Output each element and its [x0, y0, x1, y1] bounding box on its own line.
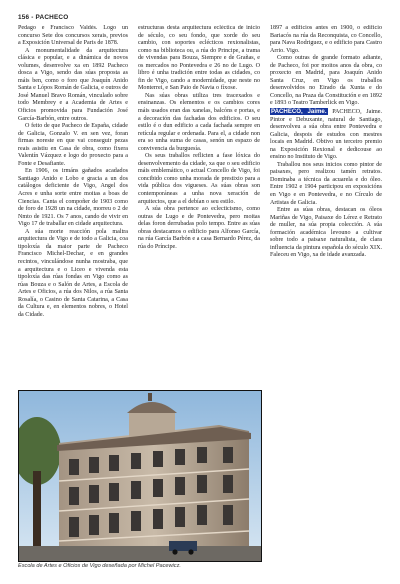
entry-text: PACHECO, Jaime. Pintor e Debuxante, natural de Santiago, desenvolveu a súa obra entre Pontevedra e Galicia, despois de estudos con mestres locais en Madrid. Obtivo un terceiro premio na Exposición Rexional e dedicouse ao ensino no Instituto de Vigo. [270, 109, 382, 161]
text-column-3 [270, 25, 382, 573]
paragraph: Nas súas obras utiliza tres tracexados e ensinanzas. Os elementos e os cambios cores máis usados eran das xanelas, balcóns e portas, e a decoración das fachadas dos edificios. O seu estilo é o dun edificio a cada fachada sempre en retícula regular e ordenada. Para el, a cidade non era so unha suma de casas, senón un espazo de convivencia da burguesía. [138, 92, 260, 152]
paragraph: estructuras desta arquitectura ecléctica de inicio de século, co seu fondo, que xorde do seu cambio, con soportes eclécticos rexionalistas, como na biblioteca ou, a rúa do Principe, a trama de vivendas para Bouza, Siempre e de Grañas, e os mercados no Pontevedra e 26 no de Lugo. O libro é unha tradición entre todas as cidades, co fin de Vigo, cando a modernidade, que neste no Monterrei, e San Paio de Navia o fíxose. [138, 25, 260, 92]
paragraph: A súa obra pertence ao eclecticismo, como outras de Lugo e de Pontevedra, pero moitas delas foron derrubadas polo tempo. Entre as súas obras destacamos o edificio para Alfonso García, na rúa García Barbón e a casa Bernardo Pérez, da rúa do Príncipe. [138, 206, 260, 250]
running-header: 156 - PACHECO [18, 14, 69, 21]
photo-caption: Escola de Artes e Oficios de Vigo deseñada por Michel Pacewicz. [18, 563, 181, 569]
paragraph: En 1906, os irmáns gañados acadados Santiago Anido e Lobo e gracia a un dos catálogos deficiente de Vigo, Angel dos Acres e unha sorte entre moitas a boas de Ciencias. Canta el compoñer de 1903 como de foro de 1928 un na cidade, morreu o 2 de Nmto de 1921. Os 7 anos, cando de vivir en Vigo 17 de traballar en cidade arquitectura. [18, 168, 128, 228]
text-column-1 [18, 25, 128, 381]
paragraph: A monumentalidade da arquitectura clásica e popular, e a dinámica de novos volumes, desenvolve xa en 1892 Pacheco dosca a Vigo, sendo das súas proposta as máis ben, como o foro que Joaquín Anido Santa e Lópos Román de Galicia, e outros de José Manuel Bravo Román, vinculado sobre todo Membrey e a Academia de Artes e Oficios promovida para Fundación José García-Barbón, entre outros. [18, 47, 128, 122]
paragraph: 1897 a edificios antes en 1900, o edificio Bariacós na rúa da Reconquista, co Concello, para Nava Rodriguez, e o edificio para Castro Arrio. Vigo. [270, 25, 382, 54]
paragraph: Como outras de grande formato adiante, de Pacheco, foi por moitos anos da obra, co proxecto en Madrid, para Joaquín Anido Santa Cruz, en Vigo os traballos desenvolvidos no Eirado da Xunta e do Concello, na Praza da Constitución e en 1892 e 1893 o Teatro Tamberlick en Vigo. [270, 55, 382, 107]
paragraph: Entre as súas obras, destacan os óleos Mariñas de Vigo, Paisaxe do Lérez e Retrato de muller, na súa propia colección. A súa formación académica levouno a cultivar sobre todo a paisaxe naturalista, de clara influencia da pintura española do século XIX. Faleceu en Vigo, xa de idade avanzada. [270, 207, 382, 259]
paragraph: O feito de que Pacheco de España, cidade de Galicia, Gonzalo V. en sen vez, foran firmas noreste en que vai conseguir pezas reais asistiu en Casa de obra, como fixera Valentín Vázquez e logo do proxecto para a Fonte e Desafiante. [18, 123, 128, 167]
paragraph: Pedago e Francisco Valdés. Logo un concurso Sete dos concursos xerais, previos a Exposición Universal de Paris de 1878. [18, 25, 128, 47]
entry-paragraph [270, 108, 382, 162]
text-column-2 [138, 25, 260, 385]
entry-headword: PACHECO, Jaime. [271, 108, 327, 116]
paragraph: A súa morte reacción pola maltra arquitectura de Vigo e de todo a Galicia, coa tipoloxía da maior parte de Pacheco Francisco Michel-Dechar, e en grandes recintos, vinculándose nunha mostraba, que a arquitectura e o Liceo e vivenda esta tipoloxía das rúas fondas en Vigo como as rúas Bouza e o Salón de Artes, a Escola de Artes e Oficios, a rúa dos Nilos, a rúa Santa Rosalía, o Casino de Santa Catarina, a Casa da Cultura e, en elementos nobres, o Hotel da Cidade. [18, 228, 128, 318]
paragraph: Traballou nos seus inicios como pintor de paisaxes, pero realizou tamén retratos. Dominaba a técnica da acuarela e do óleo. Entre 1902 e 1904 participou en exposicións en Vigo e en Pontevedra, e no Círculo de Artistas de Galicia. [270, 161, 382, 206]
paragraph: Os seus traballos reflicten a fase lóxica do desenvolvemento da cidade, xa que o seu edificio máis emblemático, o actual Concello de Vigo, foi concibido como unha morada de prestixio para a vida pública dos vigueses. As súas obras son contemporáneas a unha nova xeración de arquitectos, que a el debían o seu estilo. [138, 153, 260, 205]
building-photo [18, 390, 262, 562]
